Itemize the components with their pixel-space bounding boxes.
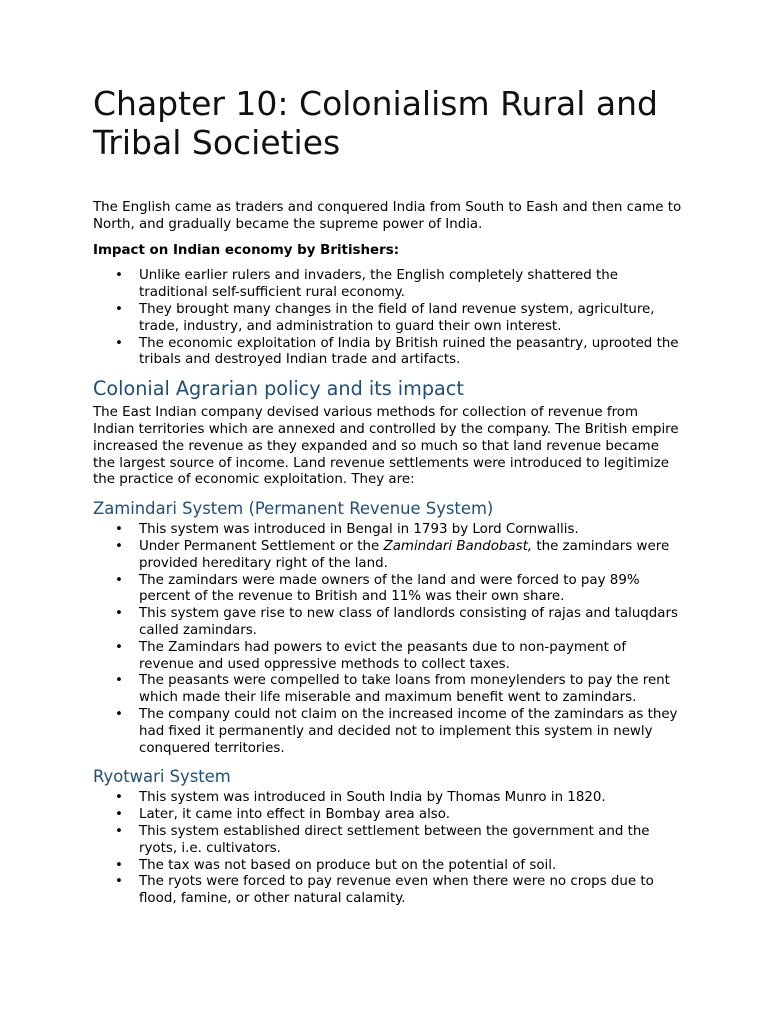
bullet-icon: • bbox=[115, 823, 123, 839]
list-item: • The economic exploitation of India by British ruined the peasantry, uprooted the tribals and destroyed Indian trade and artifacts. bbox=[115, 335, 679, 368]
bullet-icon: • bbox=[115, 639, 123, 655]
subsection-heading-ryotwari: Ryotwari System bbox=[93, 767, 231, 787]
list-item: • Later, it came into effect in Bombay area also. bbox=[115, 807, 450, 823]
document-body bbox=[93, 84, 683, 908]
list-item: • The ryots were forced to pay revenue even when there were no crops due to flood, famine, or other natural calamity. bbox=[115, 874, 654, 907]
bullet-icon: • bbox=[115, 790, 123, 806]
bullet-icon: • bbox=[115, 606, 123, 622]
section-heading-agrarian: Colonial Agrarian policy and its impact bbox=[93, 377, 464, 401]
bullet-icon: • bbox=[115, 335, 123, 351]
subsection-heading-zamindari: Zamindari System (Permanent Revenue System) bbox=[93, 499, 494, 519]
bullet-icon: • bbox=[115, 673, 123, 689]
list-item: • This system was introduced in Bengal in 1793 by Lord Cornwallis. bbox=[115, 522, 579, 538]
zamindari-list bbox=[93, 522, 683, 757]
list-item: • The Zamindars had powers to evict the peasants due to non-payment of revenue and used oppressive methods to collect taxes. bbox=[115, 639, 627, 672]
impact-heading: Impact on Indian economy by Britishers: bbox=[93, 242, 400, 258]
list-item: • Under Permanent Settlement or the Zamindari Bandobast, the zamindars were provided hereditary right of the land. bbox=[115, 538, 670, 571]
list-item: • The peasants were compelled to take loans from moneylenders to pay the rent which made their life miserable and maximum benefit went to zamindars. bbox=[115, 673, 670, 706]
intro-paragraph: The English came as traders and conquered India from South to Eash and then came to North, and gradually became the supreme power of India. bbox=[93, 200, 682, 232]
list-item: • The tax was not based on produce but on the potential of soil. bbox=[115, 857, 557, 873]
bullet-icon: • bbox=[115, 706, 123, 722]
bullet-icon: • bbox=[115, 538, 123, 554]
ryotwari-list bbox=[93, 790, 683, 908]
list-item: • They brought many changes in the field of land revenue system, agriculture, trade, industry, and administration to guard their own interest. bbox=[115, 301, 655, 334]
list-item: • The zamindars were made owners of the land and were forced to pay 89% percent of the revenue to British and 11% was their own share. bbox=[115, 572, 640, 605]
bullet-icon: • bbox=[115, 572, 123, 588]
bullet-icon: • bbox=[115, 522, 123, 538]
list-item: • The company could not claim on the increased income of the zamindars as they had fixed it permanently and decided not to implement this system in newly conquered territories. bbox=[115, 706, 678, 756]
bullet-icon: • bbox=[115, 874, 123, 890]
impact-list bbox=[93, 268, 683, 369]
bullet-icon: • bbox=[115, 807, 123, 823]
zamindari-bandobast-term: Zamindari Bandobast, bbox=[383, 538, 533, 554]
list-item: • This system established direct settlement between the government and the ryots, i.e. cultivators. bbox=[115, 823, 650, 856]
bullet-icon: • bbox=[115, 301, 123, 317]
list-item: • This system gave rise to new class of landlords consisting of rajas and taluqdars called zamindars. bbox=[115, 606, 678, 638]
bullet-icon: • bbox=[115, 857, 123, 873]
list-item: • This system was introduced in South India by Thomas Munro in 1820. bbox=[115, 790, 606, 806]
bullet-icon: • bbox=[115, 268, 123, 284]
page-title: Chapter 10: Colonialism Rural and Tribal Societies bbox=[93, 84, 658, 162]
list-item: • Unlike earlier rulers and invaders, the English completely shattered the traditional self-sufficient rural economy. bbox=[115, 268, 618, 301]
agrarian-paragraph: The East Indian company devised various methods for collection of revenue from Indian territories which are annexed and controlled by the company. The British empire increased the revenue as they expanded and so much so that land revenue became the largest source of income. Land revenue settlements were introduced to legitimize the practice of economic exploitation. They are: bbox=[93, 405, 679, 488]
